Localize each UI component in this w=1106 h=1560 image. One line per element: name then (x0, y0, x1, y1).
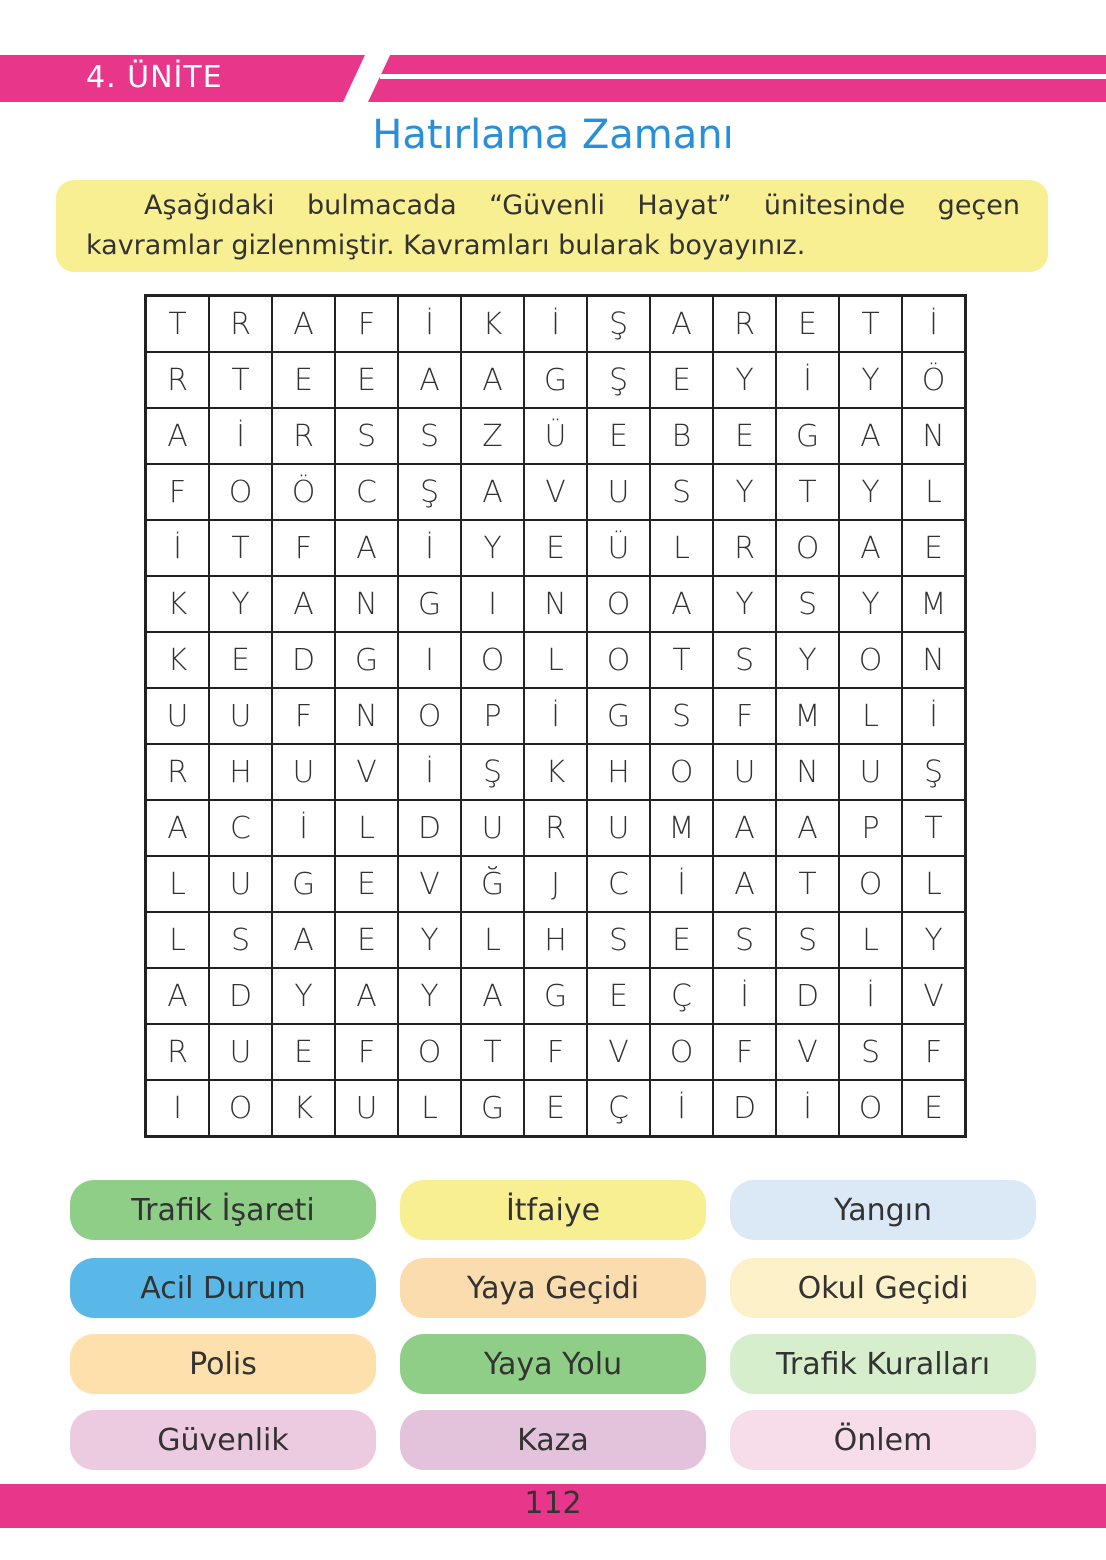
grid-cell[interactable]: A (776, 800, 839, 856)
grid-cell[interactable]: A (335, 968, 398, 1024)
grid-cell[interactable]: E (524, 520, 587, 576)
grid-cell[interactable]: Y (461, 520, 524, 576)
grid-cell[interactable]: M (776, 688, 839, 744)
grid-cell[interactable]: I (461, 576, 524, 632)
grid-cell[interactable]: O (209, 1080, 272, 1137)
grid-cell[interactable]: U (839, 744, 902, 800)
grid-cell[interactable]: S (650, 688, 713, 744)
grid-cell[interactable]: F (524, 1024, 587, 1080)
grid-cell[interactable]: A (839, 520, 902, 576)
grid-cell[interactable]: B (650, 408, 713, 464)
grid-cell[interactable]: A (146, 408, 210, 464)
grid-cell[interactable]: E (335, 856, 398, 912)
grid-cell[interactable]: A (839, 408, 902, 464)
unit-title: 4. ÜNİTE (86, 60, 223, 95)
grid-cell[interactable]: K (272, 1080, 335, 1137)
grid-cell[interactable]: M (902, 576, 966, 632)
grid-cell[interactable]: N (902, 632, 966, 688)
instruction-text: Aşağıdaki bulmacada “Güvenli Hayat” ünitesinde geçen kavramlar gizlenmiştir. Kavramları bularak boyayınız. (86, 190, 1020, 261)
grid-cell[interactable]: Y (713, 576, 776, 632)
grid-row (146, 352, 966, 408)
grid-cell[interactable]: N (776, 744, 839, 800)
grid-cell[interactable]: L (902, 856, 966, 912)
grid-cell[interactable]: İ (398, 296, 461, 353)
grid-cell[interactable]: N (524, 576, 587, 632)
word-chip: Trafik İşareti (70, 1180, 376, 1240)
grid-cell[interactable]: F (713, 1024, 776, 1080)
grid-cell[interactable]: Y (839, 464, 902, 520)
grid-cell[interactable]: R (146, 1024, 210, 1080)
grid-row (146, 576, 966, 632)
grid-cell[interactable]: G (398, 576, 461, 632)
grid-cell[interactable]: O (398, 1024, 461, 1080)
grid-cell[interactable]: G (587, 688, 650, 744)
grid-cell[interactable]: L (398, 1080, 461, 1137)
word-chip: Okul Geçidi (730, 1258, 1036, 1318)
grid-row (146, 408, 966, 464)
grid-cell[interactable]: O (839, 856, 902, 912)
grid-cell[interactable]: İ (524, 688, 587, 744)
grid-cell[interactable]: O (839, 632, 902, 688)
grid-cell[interactable]: V (398, 856, 461, 912)
grid-cell[interactable]: C (587, 856, 650, 912)
grid-cell[interactable]: Ç (587, 1080, 650, 1137)
word-chip: Polis (70, 1334, 376, 1394)
grid-cell[interactable]: L (839, 912, 902, 968)
grid-cell[interactable]: A (398, 352, 461, 408)
grid-cell[interactable]: Y (902, 912, 966, 968)
grid-cell[interactable]: U (461, 800, 524, 856)
grid-cell[interactable]: L (902, 464, 966, 520)
grid-cell[interactable]: O (650, 744, 713, 800)
grid-cell[interactable]: İ (524, 296, 587, 353)
grid-cell[interactable]: Y (713, 464, 776, 520)
grid-cell[interactable]: E (524, 1080, 587, 1137)
grid-cell[interactable]: S (713, 912, 776, 968)
grid-cell[interactable]: R (146, 352, 210, 408)
grid-cell[interactable]: A (146, 800, 210, 856)
grid-cell[interactable]: O (587, 632, 650, 688)
grid-cell[interactable]: P (839, 800, 902, 856)
grid-cell[interactable]: İ (650, 1080, 713, 1137)
grid-cell[interactable]: U (209, 856, 272, 912)
grid-cell[interactable]: D (209, 968, 272, 1024)
grid-cell[interactable]: E (587, 968, 650, 1024)
grid-cell[interactable]: T (209, 520, 272, 576)
grid-cell[interactable]: L (461, 912, 524, 968)
grid-cell[interactable]: İ (902, 296, 966, 353)
grid-cell[interactable]: G (776, 408, 839, 464)
grid-cell[interactable]: E (272, 352, 335, 408)
grid-cell[interactable]: S (839, 1024, 902, 1080)
word-chip: Yaya Geçidi (400, 1258, 706, 1318)
grid-cell[interactable]: Y (839, 352, 902, 408)
grid-cell[interactable]: İ (209, 408, 272, 464)
word-chip: Kaza (400, 1410, 706, 1470)
grid-cell[interactable]: U (209, 688, 272, 744)
grid-cell[interactable]: E (587, 408, 650, 464)
grid-cell[interactable]: Y (398, 968, 461, 1024)
grid-cell[interactable]: D (272, 632, 335, 688)
grid-cell[interactable]: İ (398, 520, 461, 576)
grid-cell[interactable]: Y (272, 968, 335, 1024)
word-chip: Yaya Yolu (400, 1334, 706, 1394)
grid-cell[interactable]: T (776, 856, 839, 912)
grid-cell[interactable]: A (461, 968, 524, 1024)
grid-cell[interactable]: M (650, 800, 713, 856)
grid-cell[interactable]: İ (713, 968, 776, 1024)
grid-cell[interactable]: İ (272, 800, 335, 856)
grid-cell[interactable]: V (335, 744, 398, 800)
grid-cell[interactable]: R (146, 744, 210, 800)
grid-cell[interactable]: I (146, 1080, 210, 1137)
grid-row (146, 800, 966, 856)
grid-row (146, 856, 966, 912)
grid-cell[interactable]: İ (650, 856, 713, 912)
grid-row (146, 296, 966, 353)
grid-cell[interactable]: E (650, 912, 713, 968)
grid-cell[interactable]: A (146, 968, 210, 1024)
grid-cell[interactable]: L (146, 856, 210, 912)
word-chip: Acil Durum (70, 1258, 376, 1318)
grid-cell[interactable]: F (335, 1024, 398, 1080)
grid-cell[interactable]: D (398, 800, 461, 856)
grid-cell[interactable]: İ (146, 520, 210, 576)
grid-cell[interactable]: A (272, 912, 335, 968)
grid-cell[interactable]: E (713, 408, 776, 464)
grid-cell[interactable]: U (587, 800, 650, 856)
grid-cell[interactable]: R (209, 296, 272, 353)
grid-row (146, 912, 966, 968)
grid-cell[interactable]: C (335, 464, 398, 520)
grid-cell[interactable]: E (776, 296, 839, 353)
grid-cell[interactable]: T (146, 296, 210, 353)
grid-cell[interactable]: R (713, 520, 776, 576)
grid-cell[interactable]: Ş (587, 352, 650, 408)
grid-cell[interactable]: G (524, 352, 587, 408)
grid-cell[interactable]: O (209, 464, 272, 520)
grid-cell[interactable]: O (650, 1024, 713, 1080)
grid-cell[interactable]: Ş (902, 744, 966, 800)
grid-cell[interactable]: A (272, 296, 335, 353)
grid-row (146, 1024, 966, 1080)
grid-cell[interactable]: L (650, 520, 713, 576)
grid-cell[interactable]: R (713, 296, 776, 353)
grid-cell[interactable]: L (839, 688, 902, 744)
grid-row (146, 968, 966, 1024)
grid-cell[interactable]: A (650, 576, 713, 632)
grid-cell[interactable]: D (713, 1080, 776, 1137)
grid-cell[interactable]: K (461, 296, 524, 353)
header-stripe (380, 74, 1106, 79)
grid-cell[interactable]: O (776, 520, 839, 576)
grid-cell[interactable]: E (272, 1024, 335, 1080)
grid-cell[interactable]: Y (776, 632, 839, 688)
grid-cell[interactable]: S (776, 576, 839, 632)
grid-cell[interactable]: S (713, 632, 776, 688)
grid-cell[interactable]: S (650, 464, 713, 520)
grid-cell[interactable]: V (776, 1024, 839, 1080)
grid-cell[interactable]: H (587, 744, 650, 800)
page-number: 112 (524, 1486, 582, 1521)
grid-cell[interactable]: E (902, 520, 966, 576)
grid-cell[interactable]: T (839, 296, 902, 353)
grid-cell[interactable]: A (272, 576, 335, 632)
grid-cell[interactable]: G (524, 968, 587, 1024)
grid-row (146, 744, 966, 800)
grid-cell[interactable]: İ (776, 352, 839, 408)
grid-cell[interactable]: S (587, 912, 650, 968)
grid-cell[interactable]: I (398, 632, 461, 688)
grid-cell[interactable]: T (776, 464, 839, 520)
grid-cell[interactable]: T (209, 352, 272, 408)
grid-cell[interactable]: Y (209, 576, 272, 632)
grid-cell[interactable]: K (146, 632, 210, 688)
grid-cell[interactable]: Ö (272, 464, 335, 520)
grid-cell[interactable]: Ü (524, 408, 587, 464)
grid-cell[interactable]: F (335, 296, 398, 353)
grid-cell[interactable]: O (398, 688, 461, 744)
grid-cell[interactable]: S (398, 408, 461, 464)
grid-cell[interactable]: H (524, 912, 587, 968)
grid-cell[interactable]: A (335, 520, 398, 576)
grid-cell[interactable]: İ (839, 968, 902, 1024)
grid-cell[interactable]: H (209, 744, 272, 800)
grid-cell[interactable]: G (461, 1080, 524, 1137)
grid-cell[interactable]: N (902, 408, 966, 464)
grid-cell[interactable]: E (335, 912, 398, 968)
grid-cell[interactable]: Ö (902, 352, 966, 408)
grid-cell[interactable]: F (713, 688, 776, 744)
grid-cell[interactable]: Y (713, 352, 776, 408)
grid-cell[interactable]: E (902, 1080, 966, 1137)
grid-cell[interactable]: G (335, 632, 398, 688)
grid-cell[interactable]: Z (461, 408, 524, 464)
grid-cell[interactable]: A (713, 856, 776, 912)
grid-cell[interactable]: K (524, 744, 587, 800)
grid-cell[interactable]: E (650, 352, 713, 408)
grid-cell[interactable]: Y (839, 576, 902, 632)
grid-row (146, 520, 966, 576)
grid-cell[interactable]: N (335, 688, 398, 744)
grid-cell[interactable]: U (272, 744, 335, 800)
grid-cell[interactable]: T (650, 632, 713, 688)
grid-cell[interactable]: S (776, 912, 839, 968)
grid-cell[interactable]: E (209, 632, 272, 688)
grid-cell[interactable]: L (146, 912, 210, 968)
grid-cell[interactable]: U (146, 688, 210, 744)
grid-cell[interactable]: Ü (587, 520, 650, 576)
page-title: Hatırlama Zamanı (372, 112, 734, 158)
grid-cell[interactable]: V (524, 464, 587, 520)
grid-row (146, 464, 966, 520)
grid-row (146, 1080, 966, 1137)
grid-cell[interactable]: U (713, 744, 776, 800)
grid-row (146, 632, 966, 688)
instruction-box (56, 180, 1048, 272)
word-chip: Trafik Kuralları (730, 1334, 1036, 1394)
grid-cell[interactable]: F (272, 520, 335, 576)
grid-cell[interactable]: V (902, 968, 966, 1024)
grid-cell[interactable]: O (461, 632, 524, 688)
grid-cell[interactable]: U (209, 1024, 272, 1080)
grid-cell[interactable]: F (146, 464, 210, 520)
grid-cell[interactable]: İ (776, 1080, 839, 1137)
grid-cell[interactable]: T (461, 1024, 524, 1080)
grid-cell[interactable]: İ (902, 688, 966, 744)
grid-cell[interactable]: U (587, 464, 650, 520)
word-chip: İtfaiye (400, 1180, 706, 1240)
grid-cell[interactable]: L (335, 800, 398, 856)
grid-cell[interactable]: R (272, 408, 335, 464)
grid-cell[interactable]: U (335, 1080, 398, 1137)
grid-cell[interactable]: J (524, 856, 587, 912)
grid-cell[interactable]: F (902, 1024, 966, 1080)
grid-cell[interactable]: Ğ (461, 856, 524, 912)
grid-cell[interactable]: R (524, 800, 587, 856)
grid-cell[interactable]: Ş (398, 464, 461, 520)
grid-cell[interactable]: S (209, 912, 272, 968)
word-chip: Güvenlik (70, 1410, 376, 1470)
grid-cell[interactable]: A (650, 296, 713, 353)
grid-row (146, 688, 966, 744)
grid-cell[interactable]: A (713, 800, 776, 856)
word-search-grid (144, 294, 967, 1138)
grid-cell[interactable]: A (461, 464, 524, 520)
grid-cell[interactable]: L (524, 632, 587, 688)
grid-cell[interactable]: C (209, 800, 272, 856)
grid-cell[interactable]: Ş (587, 296, 650, 353)
grid-cell[interactable]: P (461, 688, 524, 744)
grid-cell[interactable]: K (146, 576, 210, 632)
grid-cell[interactable]: E (335, 352, 398, 408)
grid-cell[interactable]: V (587, 1024, 650, 1080)
word-chip: Önlem (730, 1410, 1036, 1470)
grid-cell[interactable]: Ç (650, 968, 713, 1024)
grid-cell[interactable]: G (272, 856, 335, 912)
word-chip: Yangın (730, 1180, 1036, 1240)
grid-cell[interactable]: Y (398, 912, 461, 968)
grid-cell[interactable]: D (776, 968, 839, 1024)
grid-cell[interactable]: O (587, 576, 650, 632)
grid-cell[interactable]: İ (398, 744, 461, 800)
grid-cell[interactable]: S (335, 408, 398, 464)
grid-cell[interactable]: Ş (461, 744, 524, 800)
grid-cell[interactable]: T (902, 800, 966, 856)
grid-cell[interactable]: A (461, 352, 524, 408)
grid-cell[interactable]: N (335, 576, 398, 632)
grid-cell[interactable]: O (839, 1080, 902, 1137)
grid-cell[interactable]: F (272, 688, 335, 744)
